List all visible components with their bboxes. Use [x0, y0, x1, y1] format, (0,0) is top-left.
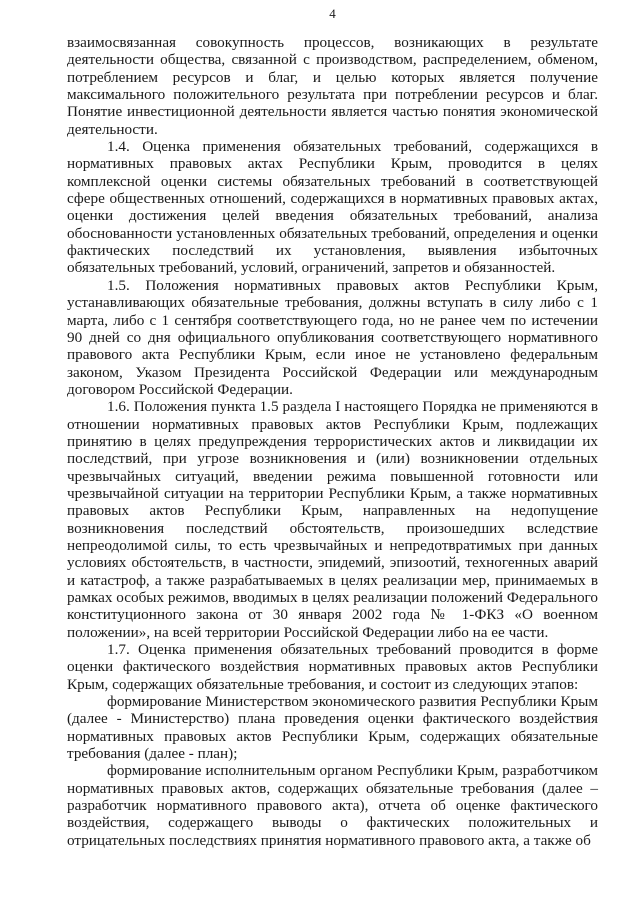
paragraph-1-7: 1.7. Оценка применения обязательных требований проводится в форме оценки фактического воздействия нормативных правовых актов Республики Крым, содержащих обязательные требования, и состоит из следующих этапов:: [67, 641, 598, 693]
paragraph-1-6: 1.6. Положения пункта 1.5 раздела I настоящего Порядка не применяются в отношении нормативных правовых актов Республики Крым, подлежащих принятию в целях предупреждения террористических актов и ликвидации их последствий, при угрозе возникновения и (или) возникновении отдельных чрезвычайных ситуаций, введении режима повышенной готовности или чрезвычайной ситуации на территории Республики Крым, а также нормативных правовых актов Республики Крым, направленных на недопущение возникновения последствий обстоятельств, произошедших вследствие непреодолимой силы, то есть чрезвычайных и непредотвратимых при данных условиях обстоятельств, в частности, эпидемий, эпизоотий, техногенных аварий и катастроф, а также разрабатываемых в целях реализации мер, принимаемых в рамках особых режимов, вводимых в целях реализации положений Федерального конституционного закона от 30 января 2002 года № 1-ФКЗ «О военном положении», на всей территории Российской Федерации либо на ее части.: [67, 398, 598, 641]
paragraph-plan-formation: формирование Министерством экономического развития Республики Крым (далее - Министерство) плана проведения оценки фактического воздействия нормативных правовых актов Республики Крым, содержащих обязательные требования (далее - план);: [67, 693, 598, 763]
paragraph-1-5: 1.5. Положения нормативных правовых актов Республики Крым, устанавливающих обязательные требования, должны вступать в силу либо с 1 марта, либо с 1 сентября соответствующего года, но не ранее чем по истечении 90 дней со дня официального опубликования соответствующего нормативного правового акта Республики Крым, если иное не установлено федеральным законом, Указом Президента Российской Федерации или международным договором Российской Федерации.: [67, 276, 598, 398]
paragraph-report-formation: формирование исполнительным органом Республики Крым, разработчиком нормативных правовых актов, содержащих обязательные требования (далее – разработчик нормативного правового акта), отчета об оценке фактического воздействия, содержащего выводы о фактических положительных и отрицательных последствиях принятия нормативного правового акта, а также об: [67, 762, 598, 849]
page-number: 4: [329, 6, 336, 21]
paragraph-1-4: 1.4. Оценка применения обязательных требований, содержащихся в нормативных правовых актах Республики Крым, проводится в целях комплексной оценки системы обязательных требований в соответствующей сфере общественных отношений, содержащихся в нормативных правовых актах, оценки достижения целей введения обязательных требований, анализа обоснованности установленных обязательных требований, определения и оценки фактических последствий их установления, выявления избыточных обязательных требований, условий, ограничений, запретов и обязанностей.: [67, 138, 598, 277]
paragraph-continuation: взаимосвязанная совокупность процессов, возникающих в результате деятельности общества, связанной с производством, распределением, обменом, потреблением ресурсов и благ, и целью которых является получение максимального положительного результата при потреблении ресурсов и благ. Понятие инвестиционной деятельности является частью понятия экономической деятельности.: [67, 34, 598, 138]
document-body: [67, 34, 598, 849]
